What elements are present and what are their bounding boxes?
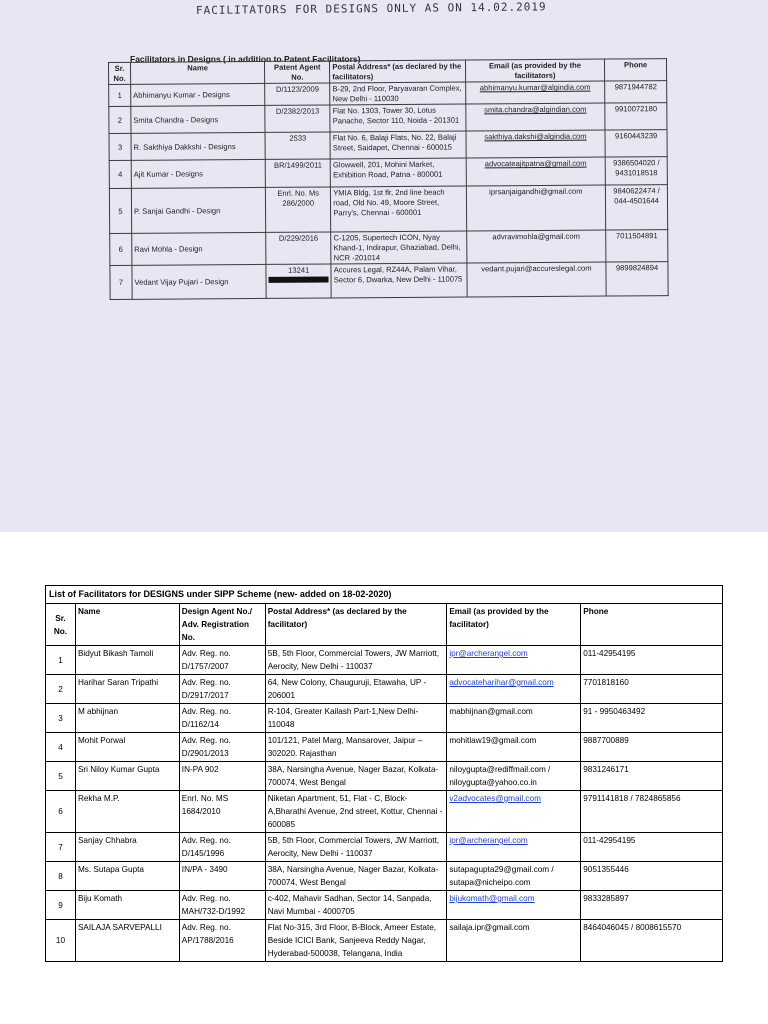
cell-name: Ravi Mohla - Design <box>132 233 267 266</box>
cell-email <box>447 833 581 862</box>
table-row <box>46 733 723 762</box>
cell-agent: IN-PA 902 <box>179 762 265 791</box>
table-row <box>109 103 667 134</box>
cell-name: M abhijnan <box>75 704 179 733</box>
cell-email <box>447 891 581 920</box>
cell-phone: 9160443239 <box>605 130 667 157</box>
cell-agent <box>265 132 330 159</box>
handwritten-title: FACILITATORS FOR DESIGNS ONLY AS ON 14.02.2019 <box>195 0 547 17</box>
cell-email: vedant.pujari@accureslegal.com <box>467 262 607 297</box>
cell-address: C-1205, Supertech ICON, Nyay Khand-1, Indirapur, Ghaziabad, Delhi, NCR -201014 <box>331 231 467 264</box>
table-row <box>109 185 667 234</box>
cell-address: Accures Legal, RZ44A, Palam Vihar, Sector 6, Dwarka, New Delhi - 110075 <box>331 263 467 298</box>
cell-phone: 91 - 9950463492 <box>581 704 723 733</box>
table-row <box>109 130 667 161</box>
agent-number: D/2382/2013 <box>275 106 320 117</box>
cell-address: 101/121, Patel Marg, Mansarover, Jaipur – 302020. Rajasthan <box>265 733 447 762</box>
cell-sr: 5 <box>46 762 76 791</box>
cell-agent <box>265 83 330 106</box>
cell-name: Harihar Saran Tripathi <box>75 675 179 704</box>
cell-sr: 4 <box>109 161 131 189</box>
cell-agent: Enrl. No. MS 1684/2010 <box>179 791 265 833</box>
scan-edge <box>0 532 768 537</box>
cell-address: Flat No. 1303, Tower 30, Lotus Panache, Sector 110, Noida - 201301 <box>330 104 466 132</box>
cell-sr: 6 <box>110 234 132 266</box>
table1-caption: Facilitators in Designs ( in addition to Patent Facilitators) <box>130 54 361 64</box>
cell-name: Bidyut Bikash Tamoli <box>75 646 179 675</box>
agent-number: D/229/2016 <box>278 233 319 244</box>
col-agent: Design Agent No./ Adv. Registration No. <box>179 604 265 646</box>
cell-phone: 9871944782 <box>605 81 667 104</box>
cell-agent <box>265 159 330 187</box>
cell-email[interactable]: smita.chandra@algindian.com <box>465 103 605 131</box>
col-agent: Patent Agent No. <box>265 61 330 84</box>
cell-sr: 3 <box>46 704 76 733</box>
redaction-bar <box>269 276 329 282</box>
cell-phone: 9051355446 <box>581 862 723 891</box>
email-link[interactable]: ipr@archerangel.com <box>449 649 528 658</box>
cell-phone: 7011504891 <box>606 230 668 262</box>
cell-name: Biju Komath <box>75 891 179 920</box>
cell-agent: Adv. Reg. no. D/1162/14 <box>179 704 265 733</box>
agent-number: 13241 <box>288 265 310 276</box>
cell-address: c-402, Mahavir Sadhan, Sector 14, Sanpada, Navi Mumbai - 4000705 <box>265 891 447 920</box>
cell-phone: 9840622474 / 044-4501644 <box>606 185 668 230</box>
cell-address: R-104, Greater Kailash Part-1,New Delhi- 110048 <box>265 704 447 733</box>
cell-name: SAILAJA SARVEPALLI <box>75 920 179 962</box>
cell-sr: 3 <box>109 134 131 161</box>
table-row <box>46 891 723 920</box>
cell-email[interactable]: advocateajitpatna@gmail.com <box>466 157 606 186</box>
cell-phone: 011-42954195 <box>581 833 723 862</box>
col-sr: Sr. No. <box>109 62 131 84</box>
col-email: Email (as provided by the facilitators) <box>465 59 605 82</box>
cell-sr: 1 <box>46 646 76 675</box>
cell-agent <box>266 232 331 264</box>
cell-agent: Adv. Reg. no. D/1757/2007 <box>179 646 265 675</box>
col-address: Postal Address* (as declared by the facilitators) <box>330 60 466 83</box>
email-link[interactable]: bijukomath@gmail.com <box>449 894 535 903</box>
table-row <box>46 762 723 791</box>
cell-name: Abhimanyu Kumar - Designs <box>131 84 266 107</box>
cell-agent: Adv. Reg. no. AP/1788/2016 <box>179 920 265 962</box>
cell-agent: Adv. Reg. no. D/145/1996 <box>179 833 265 862</box>
table-row <box>46 646 723 675</box>
cell-address: 38A, Narsingha Avenue, Nager Bazar, Kolkata- 700074, West Bengal <box>265 862 447 891</box>
col-phone: Phone <box>605 59 667 82</box>
cell-email <box>447 646 581 675</box>
col-name: Name <box>130 61 265 84</box>
agent-number: Enrl. No. Ms 286/2000 <box>277 188 320 208</box>
cell-address: B-29, 2nd Floor, Paryavaran Complex, New Delhi - 110030 <box>330 82 466 105</box>
cell-phone: 9899824894 <box>606 262 668 296</box>
cell-agent: Adv. Reg. no. D/2917/2017 <box>179 675 265 704</box>
cell-sr: 10 <box>46 920 76 962</box>
cell-sr: 2 <box>46 675 76 704</box>
cell-phone: 9910072180 <box>605 103 667 130</box>
cell-address: 5B, 5th Floor, Commercial Towers, JW Marriott, Aerocity, New Delhi - 110037 <box>265 646 447 675</box>
cell-name: Ajit Kumar - Designs <box>131 160 266 189</box>
cell-name: Mohit Porwal <box>75 733 179 762</box>
cell-name: Sanjay Chhabra <box>75 833 179 862</box>
table-row <box>110 230 668 266</box>
table-row <box>109 157 667 189</box>
col-sr: Sr. No. <box>46 604 76 646</box>
agent-number: 2533 <box>289 133 307 144</box>
cell-name: Smita Chandra - Designs <box>131 106 266 134</box>
cell-name: Ms. Sutapa Gupta <box>75 862 179 891</box>
cell-sr: 5 <box>109 189 131 234</box>
cell-address: 38A, Narsingha Avenue, Nager Bazar, Kolkata- 700074, West Bengal <box>265 762 447 791</box>
facilitators-table-2020 <box>45 585 723 962</box>
cell-address: 64, New Colony, Chauguruji, Etawaha, UP - 206001 <box>265 675 447 704</box>
table-row <box>46 675 723 704</box>
cell-sr: 7 <box>46 833 76 862</box>
email-link[interactable]: ipr@archerangel.com <box>449 836 528 845</box>
email-link[interactable]: v2advocates@gmail.com <box>449 794 541 803</box>
cell-address: Flat No. 6, Balaji Flats, No. 22, Balaji Street, Saidapet, Chennai - 600015 <box>330 131 466 159</box>
cell-agent <box>266 187 331 232</box>
cell-email: mabhijnan@gmail.com <box>447 704 581 733</box>
cell-email <box>447 675 581 704</box>
cell-sr: 6 <box>46 791 76 833</box>
cell-email[interactable]: abhimanyu.kumar@algindia.com <box>465 81 605 104</box>
cell-agent: Adv. Reg. no. MAH/732-D/1992 <box>179 891 265 920</box>
cell-phone: 9833285897 <box>581 891 723 920</box>
cell-address: Flat No-315, 3rd Floor, B-Block, Ameer Estate, Beside ICICI Bank, Sanjeeva Reddy Nagar, Hyderabad-500038, Telangana, India <box>265 920 447 962</box>
cell-sr: 9 <box>46 891 76 920</box>
cell-name: Rekha M.P. <box>75 791 179 833</box>
table-row <box>46 862 723 891</box>
table2-caption-row <box>46 586 723 604</box>
table2-header-row <box>46 604 723 646</box>
cell-sr: 1 <box>109 85 131 107</box>
cell-email <box>447 791 581 833</box>
cell-agent: IN/PA - 3490 <box>179 862 265 891</box>
table-row <box>46 791 723 833</box>
cell-agent: Adv. Reg. no. D/2901/2013 <box>179 733 265 762</box>
cell-sr: 2 <box>109 107 131 134</box>
cell-phone: 7701818160 <box>581 675 723 704</box>
table2-caption: List of Facilitators for DESIGNS under SIPP Scheme (new- added on 18-02-2020) <box>46 586 723 604</box>
cell-address: YMIA Bldg, 1st flr, 2nd line beach road, Old No. 49, Moore Street, Parry's, Chennai - 600001 <box>331 186 467 232</box>
cell-phone: 9887700889 <box>581 733 723 762</box>
facilitators-table-2019 <box>108 58 669 300</box>
col-address: Postal Address* (as declared by the facilitator) <box>265 604 447 646</box>
cell-email: mohitlaw19@gmail.com <box>447 733 581 762</box>
cell-sr: 7 <box>110 266 132 300</box>
col-email: Email (as provided by the facilitator) <box>447 604 581 646</box>
cell-agent <box>265 105 330 132</box>
cell-phone: 9831246171 <box>581 762 723 791</box>
col-name: Name <box>75 604 179 646</box>
email-link[interactable]: advocateharihar@gmail.com <box>449 678 554 687</box>
cell-email: advravimohla@gmail.com <box>466 230 606 263</box>
cell-email: sutapagupta29@gmail.com / sutapa@nicheipo.com <box>447 862 581 891</box>
agent-number: D/1123/2009 <box>275 84 319 95</box>
cell-name: R. Sakthiya Dakkshi - Designs <box>131 133 266 161</box>
cell-name: P. Sanjai Gandhi - Design <box>131 188 266 234</box>
cell-name: Vedant Vijay Pujari - Design <box>132 265 267 300</box>
cell-sr: 8 <box>46 862 76 891</box>
cell-address: Glowwell, 201, Mohini Market, Exhibition Road, Patna - 800001 <box>330 158 466 187</box>
cell-email: sailaja.ipr@gmail.com <box>447 920 581 962</box>
table-row <box>46 833 723 862</box>
cell-phone: 9386504020 / 9431018518 <box>605 157 667 185</box>
agent-number: BR/1499/2011 <box>273 160 323 171</box>
cell-phone: 8464046045 / 8008615570 <box>581 920 723 962</box>
cell-name: Sri Niloy Kumar Gupta <box>75 762 179 791</box>
cell-email: iprsanjaigandhi@gmail.com <box>466 185 606 231</box>
col-phone: Phone <box>581 604 723 646</box>
cell-phone: 9791141818 / 7824865856 <box>581 791 723 833</box>
cell-phone: 011-42954195 <box>581 646 723 675</box>
cell-sr: 4 <box>46 733 76 762</box>
cell-address: 5B, 5th Floor, Commercial Towers, JW Marriott, Aerocity, New Delhi - 110037 <box>265 833 447 862</box>
table-row <box>46 704 723 733</box>
cell-email[interactable]: sakthiya.dakshi@algindia.com <box>466 130 606 158</box>
cell-agent <box>266 264 331 298</box>
cell-email: niloygupta@rediffmail.com / niloygupta@yahoo.co.in <box>447 762 581 791</box>
table-row <box>46 920 723 962</box>
cell-address: Niketan Apartment, 51, Flat - C, Block-A,Bharathi Avenue, 2nd street, Kottur, Chennai - 600085 <box>265 791 447 833</box>
table-row <box>110 262 668 300</box>
